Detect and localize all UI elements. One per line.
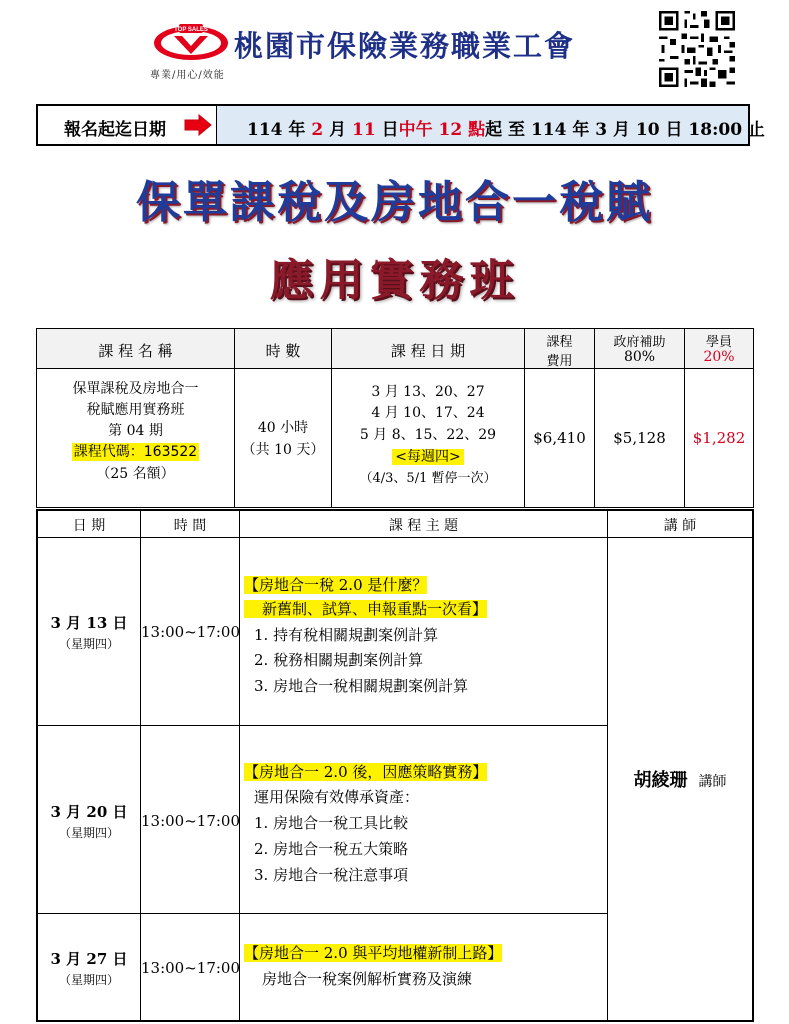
logo-text: TOP SALES [174, 27, 208, 33]
row2-intro: 運用保險有效傳承資產： [254, 788, 420, 806]
header-student-share: 學員 20% [685, 329, 753, 369]
row3-date-cell: 3 月 27 日 （星期四） [38, 914, 141, 1020]
course-title-line-1: 保單課稅及房地合一稅賦 [136, 177, 653, 228]
course-dates-cell: 3 月 13、20、27 4 月 10、17、24 5 月 8、15、22、29 <每週四> （4/3、5/1 暫停一次） [332, 369, 525, 507]
header-hours: 時 數 [235, 329, 332, 369]
list-item: 3. 房地合一稅相關規劃案例計算 [254, 677, 469, 695]
header-course-dates: 課 程 日 期 [332, 329, 525, 369]
registration-label: 報名起迄日期 [64, 120, 166, 140]
teacher-title: 講師 [698, 774, 727, 790]
row3-topic-title: 【房地合一 2.0 與平均地權新制上路】 [244, 944, 503, 962]
list-item: 3. 房地合一稅注意事項 [254, 866, 409, 884]
weekday-badge: <每週四> [392, 449, 463, 465]
schedule-table [36, 509, 754, 1022]
course-student-fee-cell: $1,282 [692, 429, 746, 447]
row2-time-cell: 13:00~17:00 [141, 726, 240, 914]
course-title-line-2: 應用實務班 [269, 255, 520, 306]
header-topic: 課 程 主 題 [240, 511, 608, 538]
course-code: 課程代碼：163522 [73, 444, 198, 460]
union-logo [152, 22, 230, 64]
arrow-right-icon [184, 114, 212, 136]
row1-time-cell: 13:00~17:00 [141, 538, 240, 726]
course-subsidy-cell: $5,128 [595, 369, 685, 507]
teacher-cell [608, 538, 752, 1020]
course-name-cell: 保單課稅及房地合一 稅賦應用實務班 第 04 期 課程代碼：163522 （25 名額） [37, 369, 235, 507]
qr-code[interactable] [656, 8, 738, 90]
row2-topic-title: 【房地合一 2.0 後，因應策略實務】 [244, 763, 488, 781]
list-item: 1. 持有稅相關規劃案例計算 [254, 626, 439, 644]
row3-time-cell: 13:00~17:00 [141, 914, 240, 1020]
course-info-table [36, 328, 754, 508]
course-fee-cell: $6,410 [525, 369, 595, 507]
header-teacher: 講 師 [608, 511, 752, 538]
header-subsidy: 政府補助 80% [595, 329, 685, 369]
course-hours-cell: 40 小時 （共 10 天） [235, 369, 332, 507]
teacher-name: 胡綾珊 [633, 770, 688, 791]
registration-label-cell [38, 106, 216, 144]
header-course-name: 課 程 名 稱 [37, 329, 235, 369]
row1-topic-cell: 【房地合一稅 2.0 是什麼？ 新舊制、試算、申報重點一次看】 1. 持有稅相關規劃案例計算 2. 稅務相關規劃案例計算 3. 房地合一稅相關規劃案例計算 [240, 538, 608, 726]
registration-period-bar [36, 104, 765, 146]
registration-period-cell [216, 106, 765, 144]
registration-period: 114 年 2 月 11 日中午 12 點起 至 114 年 3 月 10 日 18:00 止 [247, 120, 765, 140]
row1-date-cell: 3 月 13 日 （星期四） [38, 538, 141, 726]
row3-topic-cell [240, 914, 608, 1020]
header-date: 日 期 [38, 511, 141, 538]
list-item: 房地合一稅案例解析實務及演練 [262, 970, 473, 988]
row2-date-cell: 3 月 20 日 （星期四） [38, 726, 141, 914]
header-fee: 課程 費用 [525, 329, 595, 369]
list-item: 2. 稅務相關規劃案例計算 [254, 651, 424, 669]
list-item: 1. 房地合一稅工具比較 [254, 814, 409, 832]
row1-topic-title: 【房地合一稅 2.0 是什麼？ [244, 576, 428, 594]
header-time: 時 間 [141, 511, 240, 538]
org-name: 桃園市保險業務職業工會 [234, 29, 576, 63]
list-item: 2. 房地合一稅五大策略 [254, 840, 409, 858]
org-motto: 專業/用心/效能 [150, 70, 225, 81]
row2-topic-cell [240, 726, 608, 914]
